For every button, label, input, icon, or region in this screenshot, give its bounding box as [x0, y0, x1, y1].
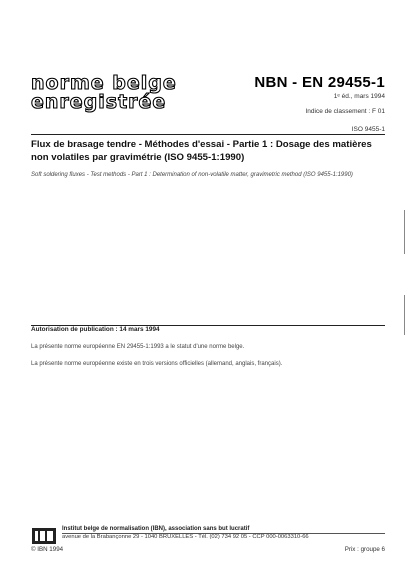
versions-paragraph: La présente norme européenne existe en trois versions officielles (allemand, anglais, français). [31, 361, 283, 367]
copyright: © IBN 1994 [31, 546, 64, 553]
footer-divider [62, 533, 385, 534]
institute-address: avenue de la Brabançonne 29 - 1040 BRUXELLES - Tél. (02) 734 92 05 - CCP 000-0063310-66 [62, 534, 309, 540]
status-paragraph: La présente norme européenne EN 29455-1:1993 a le statut d'une norme belge. [31, 344, 245, 350]
document-number: NBN - EN 29455-1 [254, 74, 385, 91]
price-group: Prix : groupe 6 [344, 546, 385, 553]
institute-name: Institut belge de normalisation (IBN), association sans but lucratif [62, 526, 250, 532]
ibn-logo [31, 527, 57, 545]
english-title: Soft soldering fluxes - Test methods - Part 1 : Determination of non-volatile matter, gravimetric method (ISO 9455-1:1990) [31, 172, 353, 178]
registered-standard-brand-line1: norme belge [31, 72, 177, 94]
edition-date: 1ᵉ éd., mars 1994 [333, 93, 385, 100]
header-divider [31, 134, 385, 135]
publication-authorization: Autorisation de publication : 14 mars 1994 [31, 326, 160, 333]
registered-standard-brand-line2: enregistrée [31, 91, 167, 113]
french-title: Flux de brasage tendre - Méthodes d'essai - Partie 1 : Dosage des matières non volatiles par gravimétrie (ISO 9455-1:1990) [31, 139, 372, 163]
margin-mark [404, 295, 405, 335]
margin-mark [404, 210, 405, 254]
classification-index: Indice de classement : F 01 [305, 108, 385, 115]
iso-reference: ISO 9455-1 [351, 126, 385, 133]
